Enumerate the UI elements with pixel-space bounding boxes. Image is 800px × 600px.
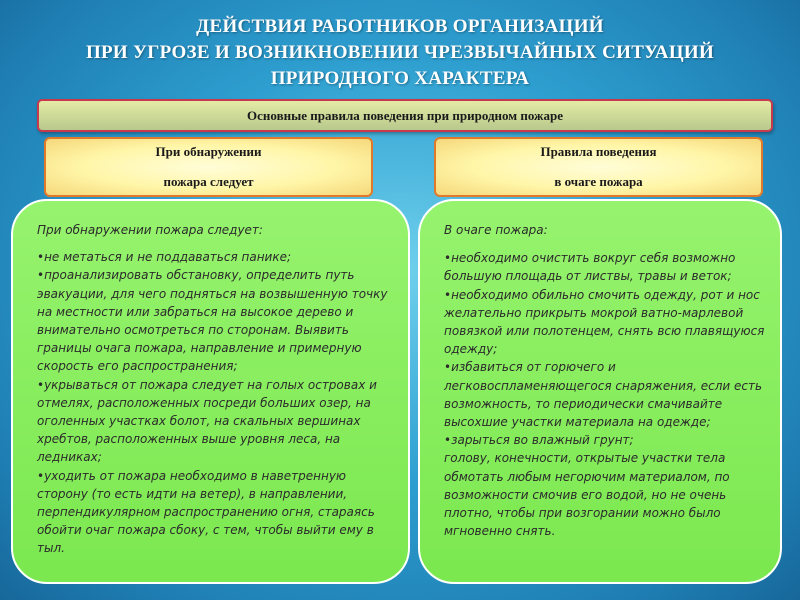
detection-header-box [44,137,373,197]
slide-title [0,14,800,92]
detection-rule-item: •уходить от пожара необходимо в наветренную сторону (то есть идти на ветер), в направлении, перпендикулярном распространению огня, стараясь обойти очаг пожара сбоку, с тем, чтобы выйти ему в тыл. [37,468,375,556]
detection-rule-item: •проанализировать обстановку, определить путь эвакуации, для чего подняться на возвышенную точку на местности или забраться на высокое дерево и внимательно осмотреться по сторонам. Выявить границы очага пожара, направление и примерную скорость его распространения; [37,268,388,374]
main-rules-banner-text: Основные правила поведения при природном пожаре [247,107,563,123]
slide-title-line-2: ПРИ УГРОЗЕ И ВОЗНИКНОВЕНИИ ЧРЕЗВЫЧАЙНЫХ СИТУАЦИЙ [85,42,715,63]
detection-header-line-1: При обнаружении [155,144,262,159]
detection-header-line-2: пожара следует [163,174,254,189]
fire-zone-rule-item: •избавиться от горючего и легковоспламеняющегося снаряжения, если есть возможность, то периодически смачивайте высохшие участки материала на одежде; [444,360,763,430]
behavior-header-box [434,137,763,197]
fire-zone-rule-item: голову, конечности, открытые участки тела обмотать любым негорючим материалом, по возможности смочив его водой, но не очень плотно, чтобы при возгорании можно было мгновенно снять. [444,451,730,539]
slide-title-line-3: ПРИРОДНОГО ХАРАКТЕРА [270,68,530,89]
behavior-header-line-2: в очаге пожара [554,174,643,189]
behavior-header-line-1: Правила поведения [540,144,657,159]
fire-zone-rules-lead: В очаге пожара: [444,223,548,237]
main-rules-banner [37,99,773,132]
detection-rule-item: •укрываться от пожара следует на голых островах и отмелях, расположенных посреди больших озер, на оголенных участках болот, на скальных вершинах хребтов, расположенных выше уровня леса, на ледниках; [37,377,377,465]
detection-rules-panel [11,199,410,584]
detection-rules-lead: При обнаружении пожара следует: [37,223,263,237]
slide-title-line-1: ДЕЙСТВИЯ РАБОТНИКОВ ОРГАНИЗАЦИЙ [196,16,604,37]
detection-rule-item: •не метаться и не поддаваться панике; [37,250,292,265]
fire-zone-rule-item: •необходимо обильно смочить одежду, рот и нос желательно прикрыть мокрой ватно-марлевой повязкой или полотенцем, снять всю плавящуюся одежду; [444,287,765,357]
fire-zone-rule-item: •зарыться во влажный грунт; [444,433,634,448]
fire-zone-rules-panel [418,199,782,584]
fire-zone-rule-item: •необходимо очистить вокруг себя возможно большую площадь от листвы, травы и веток; [444,251,736,284]
